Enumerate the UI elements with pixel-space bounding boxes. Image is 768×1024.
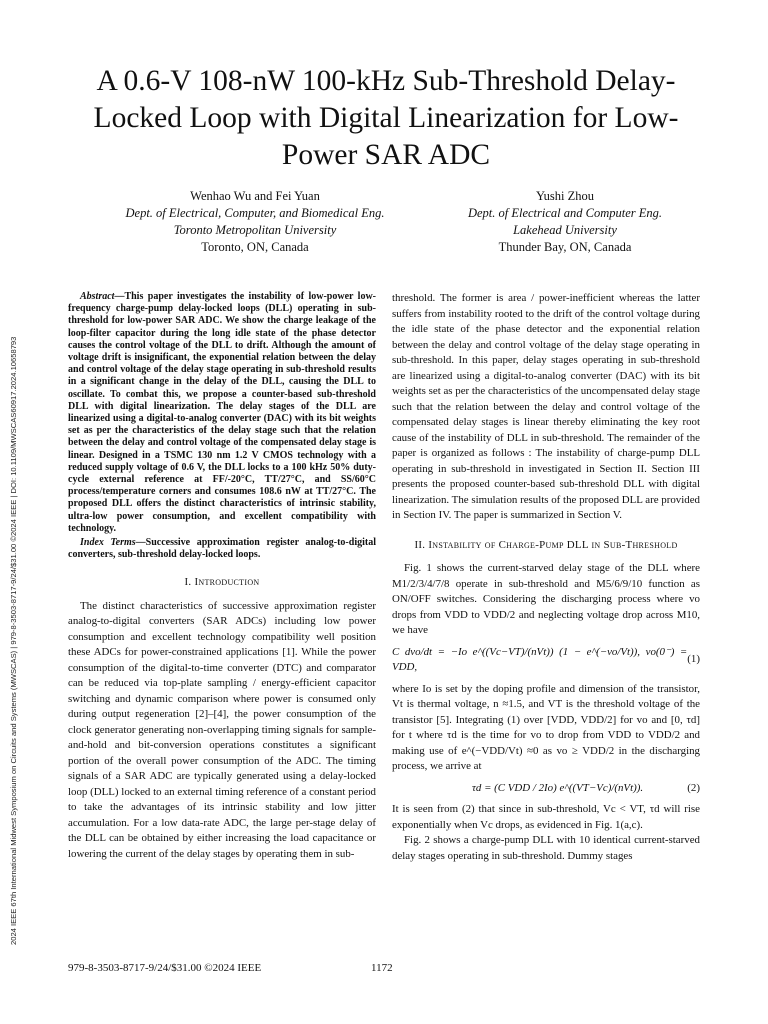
equation-2-body: τd = (C VDD / 2Io) e^((VT−Vc)/(nVt)). <box>472 781 644 794</box>
author-org: Toronto Metropolitan University <box>173 223 337 237</box>
author-block-1 <box>90 188 420 256</box>
abstract-text: —This paper investigates the instability of low-power low-frequency charge-pump delay-locked loops (DLL) operating in sub-threshold for low-power SAR ADC. We show the charge leakage of the loop-filter capacitor during the long idle state of the phase detector causes the control voltage of the DLL to drift. Although the amount of voltage drift is insignificant, the exponential relation between the delay and control voltage of the delay stage operating in sub-threshold results in a significant change in the delay of the DLL, causing the DLL to oscillate. To combat this, we propose a counter-based sub-threshold DLL with digital linearization. The delay stages of the DLL are linearized using a digital-to-analog converter (DAC) with its bit weights set as per the characteristics of the delay stage such that the relation between the delay and control voltage of the compensated delay stage is linear. Designed in a TSMC 130 nm 1.2 V CMOS technology with a reduced supply voltage of 0.6 V, the DLL locks to a 100 kHz 50% duty-cycle external reference at FF/-20°C, TT/27°C, and SS/60°C process/temperature corners and consumes 108.6 nW at TT/27°C. The proposed DLL offers the distinct characteristics of intrinsic stability, ultra-low power consumption, and excellent compatibility with technology. <box>68 291 376 534</box>
left-column <box>68 291 376 862</box>
index-terms-label: Index Terms <box>80 537 136 549</box>
equation-1 <box>392 645 700 676</box>
paper-title: A 0.6-V 108-nW 100-kHz Sub-Threshold Delay-Locked Loop with Digital Linearization for Low-Power SAR ADC <box>93 65 679 171</box>
author-names: Wenhao Wu and Fei Yuan <box>190 189 320 203</box>
page-number: 1172 <box>371 962 393 974</box>
section-heading-1: I. Introduction <box>184 576 260 589</box>
author-dept: Dept. of Electrical, Computer, and Biomedical Eng. <box>125 206 385 220</box>
author-block-2 <box>420 188 710 256</box>
index-terms-text: —Successive approximation register analog-to-digital converters, sub-threshold delay-locked loops. <box>68 537 376 561</box>
intro-paragraph: The distinct characteristics of successive approximation register analog-to-digital converters (SAR ADCs) including low power consumption and excellent technology compatibility well position these ADCs for power-constrained applications [1]. While the power consumption of the digital-to-time converter (DTC) and comparator can be reduced via top-plate sampling / energy-efficient capacitor switching and dynamic comparison where power is consumed only during output regeneration [2]–[4], the power consumption of the clock generator generating non-overlapping timing signals for sample-and-hold and bit-conversion operations constitutes a significant portion of the overall power consumption of the ADC. The timing signals of a SAR ADC are typically generated using a delay-locked loop (DLL) locked to an external timing reference of a constant period to take the advantages of its intrinsic stability and low jitter accumulation. For a low data-rate ADC, the large per-stage delay of the DLL can be obtained by either increasing the load capacitance or lowering the current of the delay stages by operating them in sub- <box>68 599 376 860</box>
paragraph: where Io is set by the doping profile and dimension of the transistor, Vt is thermal voltage, n ≈1.5, and VT is the threshold voltage of the transistor [5]. Integrating (1) over [VDD, VDD/2] for vo and [0, τd] for t where τd is the time for vo to drop from VDD to VDD/2 and making use of e^(−VDD/Vt) ≈0 as vo ≥ VDD/2 in the discharging process, we arrive at <box>392 682 700 772</box>
equation-2 <box>392 781 700 797</box>
author-dept: Dept. of Electrical and Computer Eng. <box>467 206 663 220</box>
index-terms <box>68 537 376 561</box>
author-org: Lakehead University <box>513 223 617 237</box>
section-heading-2: II. Instability of Charge-Pump DLL in Sub-Threshold <box>414 538 678 551</box>
author-location: Thunder Bay, ON, Canada <box>498 240 632 254</box>
abstract-label: Abstract <box>80 291 115 302</box>
author-names: Yushi Zhou <box>536 189 594 203</box>
footer-copyright: 979-8-3503-8717-9/24/$31.00 ©2024 IEEE <box>68 962 262 974</box>
sidebar-citation <box>0 0 20 1024</box>
paragraph: Fig. 2 shows a charge-pump DLL with 10 identical current-starved delay stages operating in sub-threshold. Dummy stages <box>392 834 700 862</box>
equation-1-number: (1) <box>687 653 700 666</box>
paragraph: Fig. 1 shows the current-starved delay stage of the DLL where M1/2/3/4/7/8 operate in sub-threshold and M5/6/9/10 function as ON/OFF switches. Considering the discharging process where vo drops from VDD to VDD/2 and neglecting voltage drop across M10, we have <box>392 562 700 636</box>
paragraph: threshold. The former is area / power-inefficient whereas the latter suffers from instability rooted to the drift of the control voltage during the idle state of the phase detector and the exponential relation between the delay and control voltage of the delay stage operating in sub-threshold. In this paper, delay stages operating in sub-threshold are linearized using a digital-to-analog converter (DAC) with its bit weights set as per the characteristics of the uncompensated delay stage such that the relation between the delay and control voltage of the compensated delay stages is linear thereby eliminating the key root cause of the instability of DLL in sub-threshold. The remainder of the paper is organized as follows : The instability of charge-pump DLL operating in sub-threshold in investigated in Section II. Section III presents the proposed counter-based sub-threshold DLL with digital linearization. The simulation results of the proposed DLL are provided in Section IV. The paper is summarized in Section V. <box>392 292 700 521</box>
right-column <box>392 291 700 864</box>
author-location: Toronto, ON, Canada <box>201 240 309 254</box>
sidebar-text: 2024 IEEE 67th International Midwest Symposium on Circuits and Systems (MWSCAS) | 979-8-3503-8717-9/24/$31.00 ©2024 IEEE | DOI: 10.1109/MWSCAS60917.2024.10658793 <box>9 336 18 945</box>
equation-1-body: C dvo/dt = −Io e^((Vc−VT)/(nVt)) (1 − e^(−vo/Vt)), vo(0⁻) = VDD, <box>392 645 688 673</box>
abstract <box>68 291 376 535</box>
paragraph: It is seen from (2) that since in sub-threshold, Vc < VT, τd will rise exponentially when Vc drops, as evidenced in Fig. 1(a,c). <box>392 803 700 831</box>
equation-2-number: (2) <box>687 781 700 794</box>
